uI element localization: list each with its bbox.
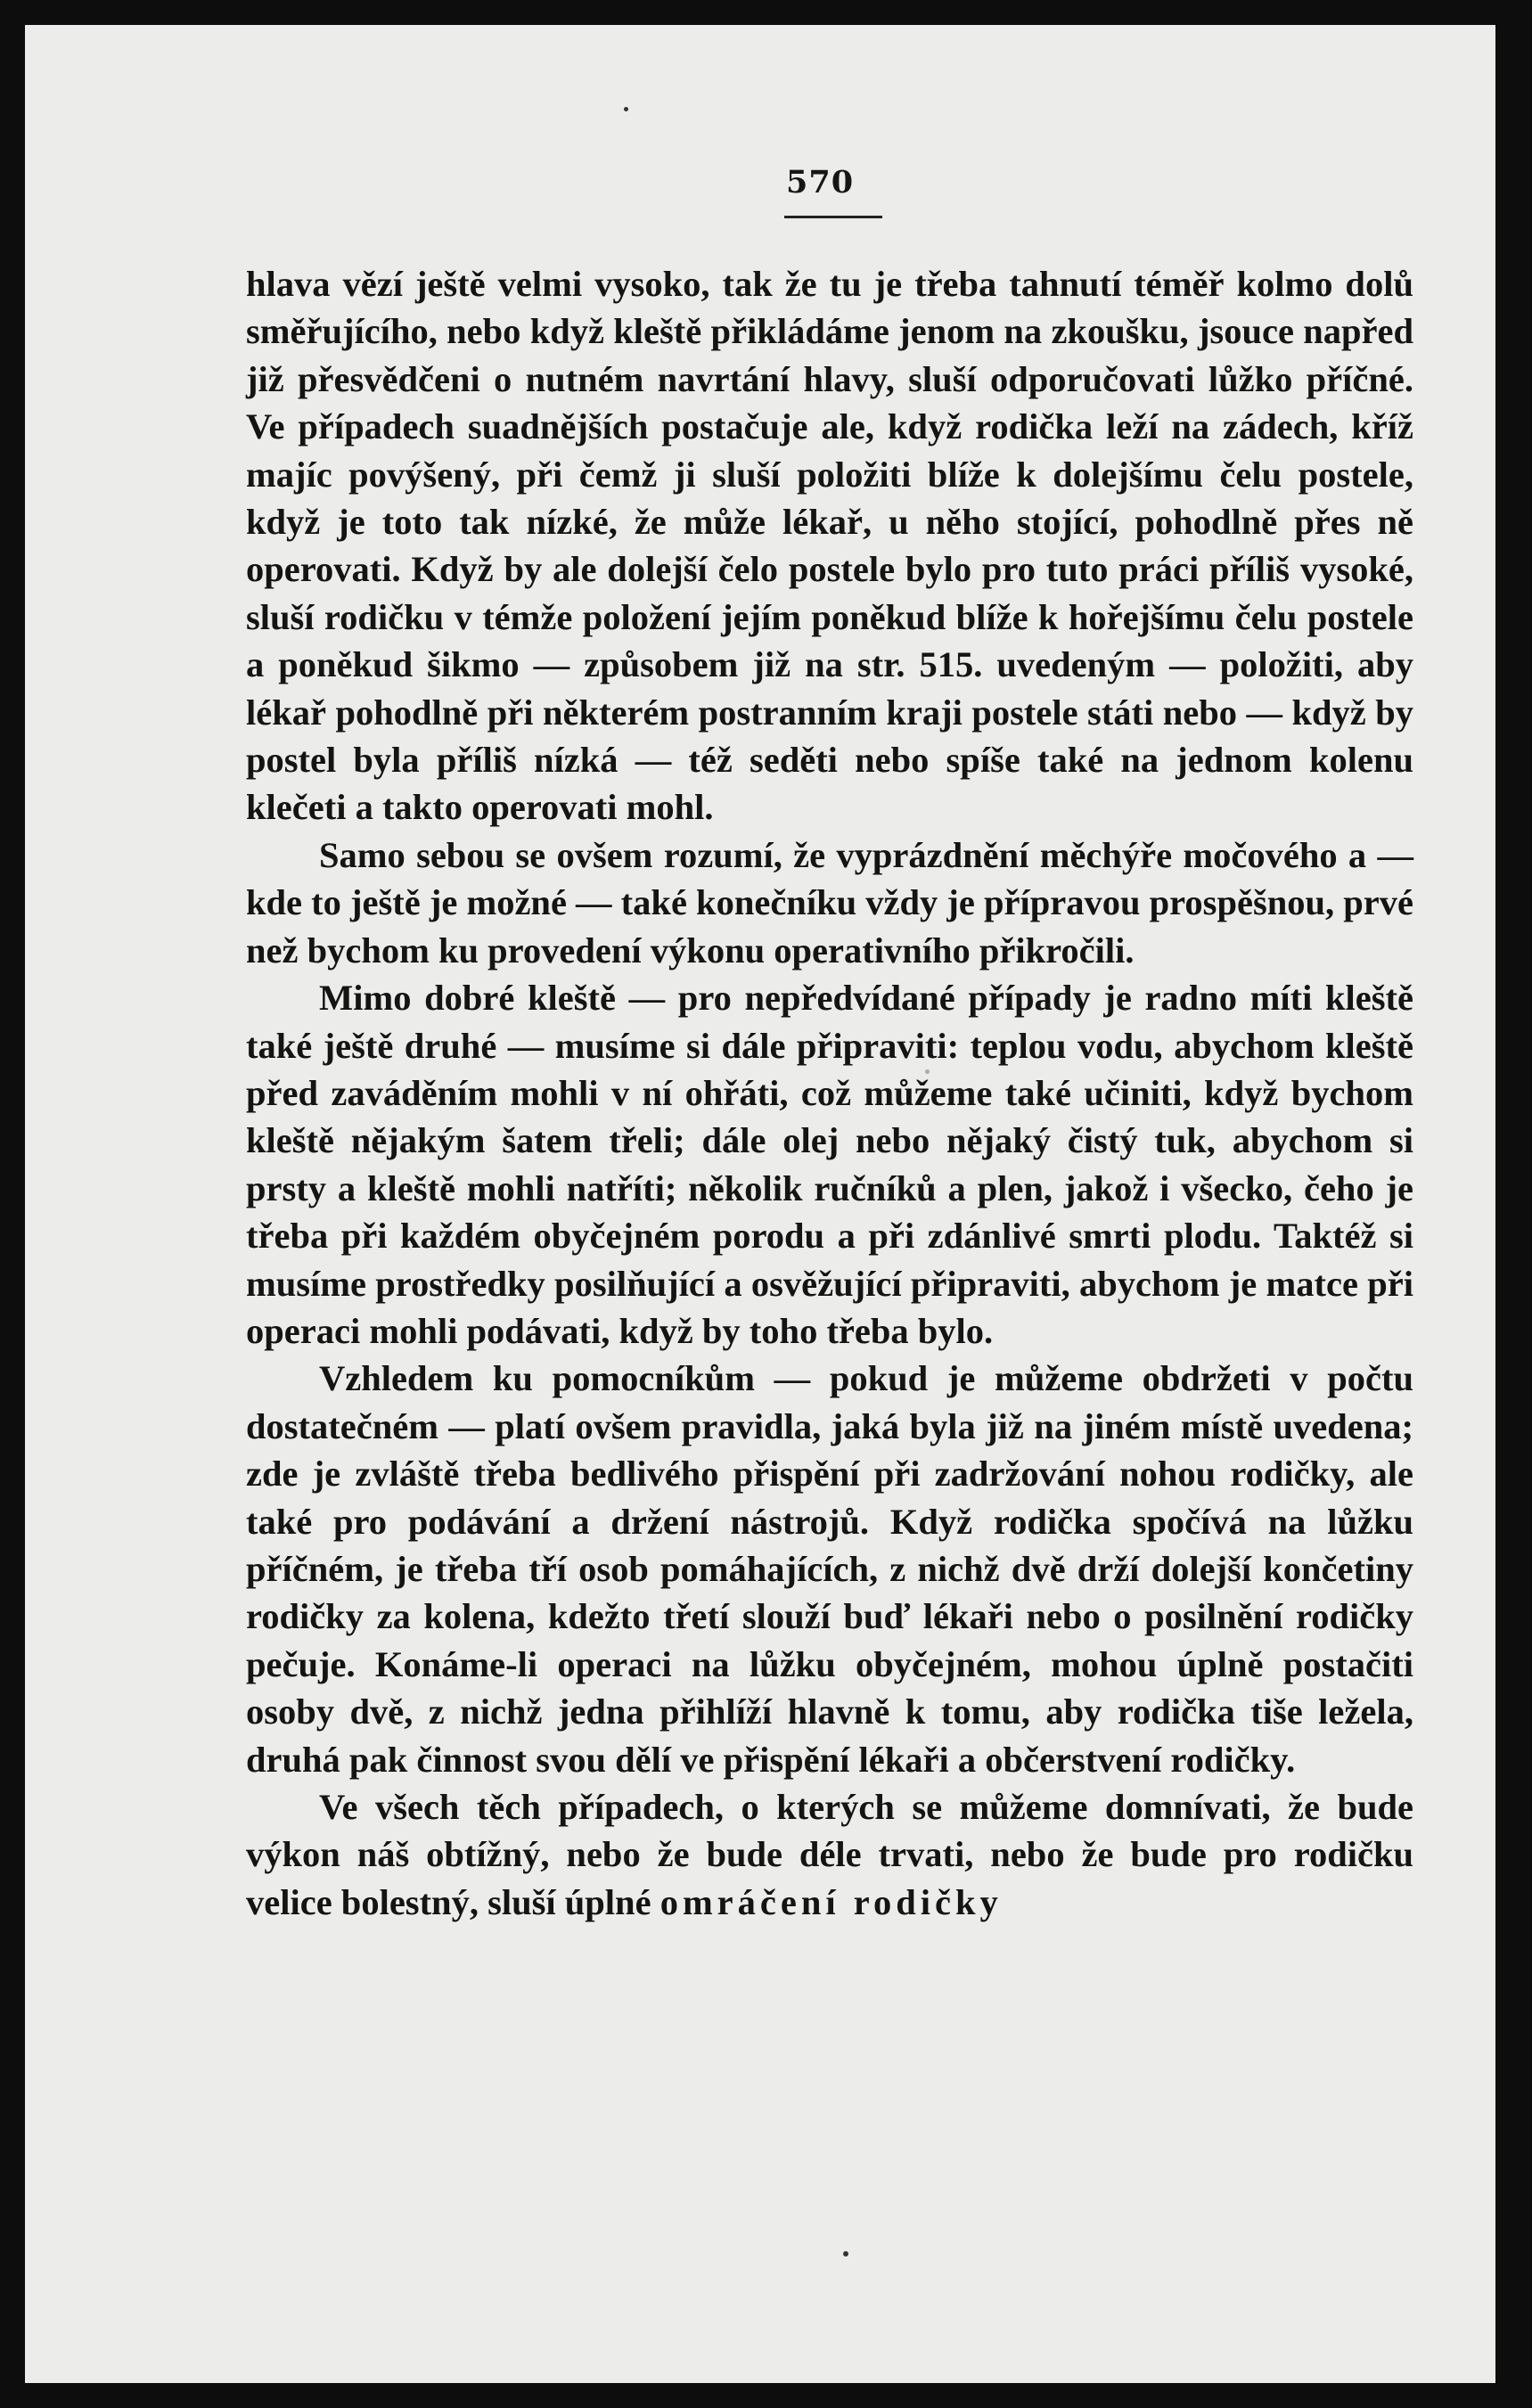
paragraph-3: Mimo dobré kleště — pro nepředvídané případy je radno míti kleště také ještě druhé — musíme si dále připraviti: teplou vodu, abychom kleště před zaváděním mohli v ní ohřáti, což můžeme také učiniti, když bychom kleště nějakým šatem třeli; dále olej nebo nějaký čistý tuk, abychom si prsty a kleště mohli natříti; několik ručníků a plen, jakož i všecko, čeho je třeba při každém obyčejném porodu a při zdánlivé smrti plodu. Taktéž si musíme prostředky posilňující a osvěžující připraviti, abychom je matce při operaci mohli podávati, když by toho třeba bylo.	[246, 978, 1413, 1351]
paragraph-5-text: Ve všech těch případech, o kterých se můžeme domnívati, že bude výkon náš obtížný, nebo že bude déle trvati, nebo že bude pro rodičku velice bolestný, sluší úplné	[246, 1787, 1413, 1922]
paragraph-2: Samo sebou se ovšem rozumí, že vyprázdnění měchýře močového a — kde to ještě je možné — také konečníku vždy je přípravou prospěšnou, prvé než bychom ku provedení výkonu operativního přikročili.	[246, 834, 1413, 971]
page-number-underline	[784, 216, 882, 218]
paragraph-5	[246, 1783, 1413, 1926]
paragraph-1: hlava vězí ještě velmi vysoko, tak že tu je třeba tahnutí téměř kolmo dolů směřujícího, nebo když kleště přikládáme jenom na zkoušku, jsouce napřed již přesvědčeni o nutném navrtání hlavy, sluší odporučovati lůžko příčné. Ve případech suadnějších postačuje ale, když rodička leží na zádech, kříž majíc povýšený, při čemž ji sluší položiti blíže k dolejšímu čelu postele, když je toto tak nízké, že může lékař, u něho stojící, pohodlně přes ně operovati. Když by ale dolejší čelo postele bylo pro tuto práci příliš vysoké, sluší rodičku v témže položení jejím poněkud blíže k hořejšímu čelu postele a poněkud šikmo — způsobem již na str. 515. uvedeným — položiti, aby lékař pohodlně při některém postranním kraji postele státi nebo — když by postel byla příliš nízká — též seděti nebo spíše také na jednom kolenu klečeti a takto operovati mohl.	[246, 264, 1413, 828]
paragraph-4: Vzhledem ku pomocníkům — pokud je můžeme obdržeti v počtu dostatečném — platí ovšem pravidla, jaká byla již na jiném místě uvedena; zde je zvláště třeba bedlivého přispění při zadržování nohou rodičky, ale také pro podávání a držení nástrojů. Když rodička spočívá na lůžku příčném, je třeba tří osob pomáhajících, z nichž dvě drží dolejší končetiny rodičky za kolena, kdežto třetí slouží buď lékaři nebo o posilnění rodičky pečuje. Konáme-li operaci na lůžku obyčejném, mohou úplně postačiti osoby dvě, z nichž jedna přihlíží hlavně k tomu, aby rodička tiše ležela, druhá pak činnost svou dělí ve přispění lékaři a občerstvení rodičky.	[246, 1358, 1413, 1780]
book-page	[25, 25, 1495, 2383]
body-text	[246, 260, 1413, 1926]
print-speck	[843, 2251, 848, 2256]
print-speck	[925, 1069, 930, 1074]
page-number: 570	[786, 164, 855, 201]
emphasized-phrase: omráčení rodičky	[659, 1881, 1003, 1922]
print-speck	[624, 107, 628, 111]
